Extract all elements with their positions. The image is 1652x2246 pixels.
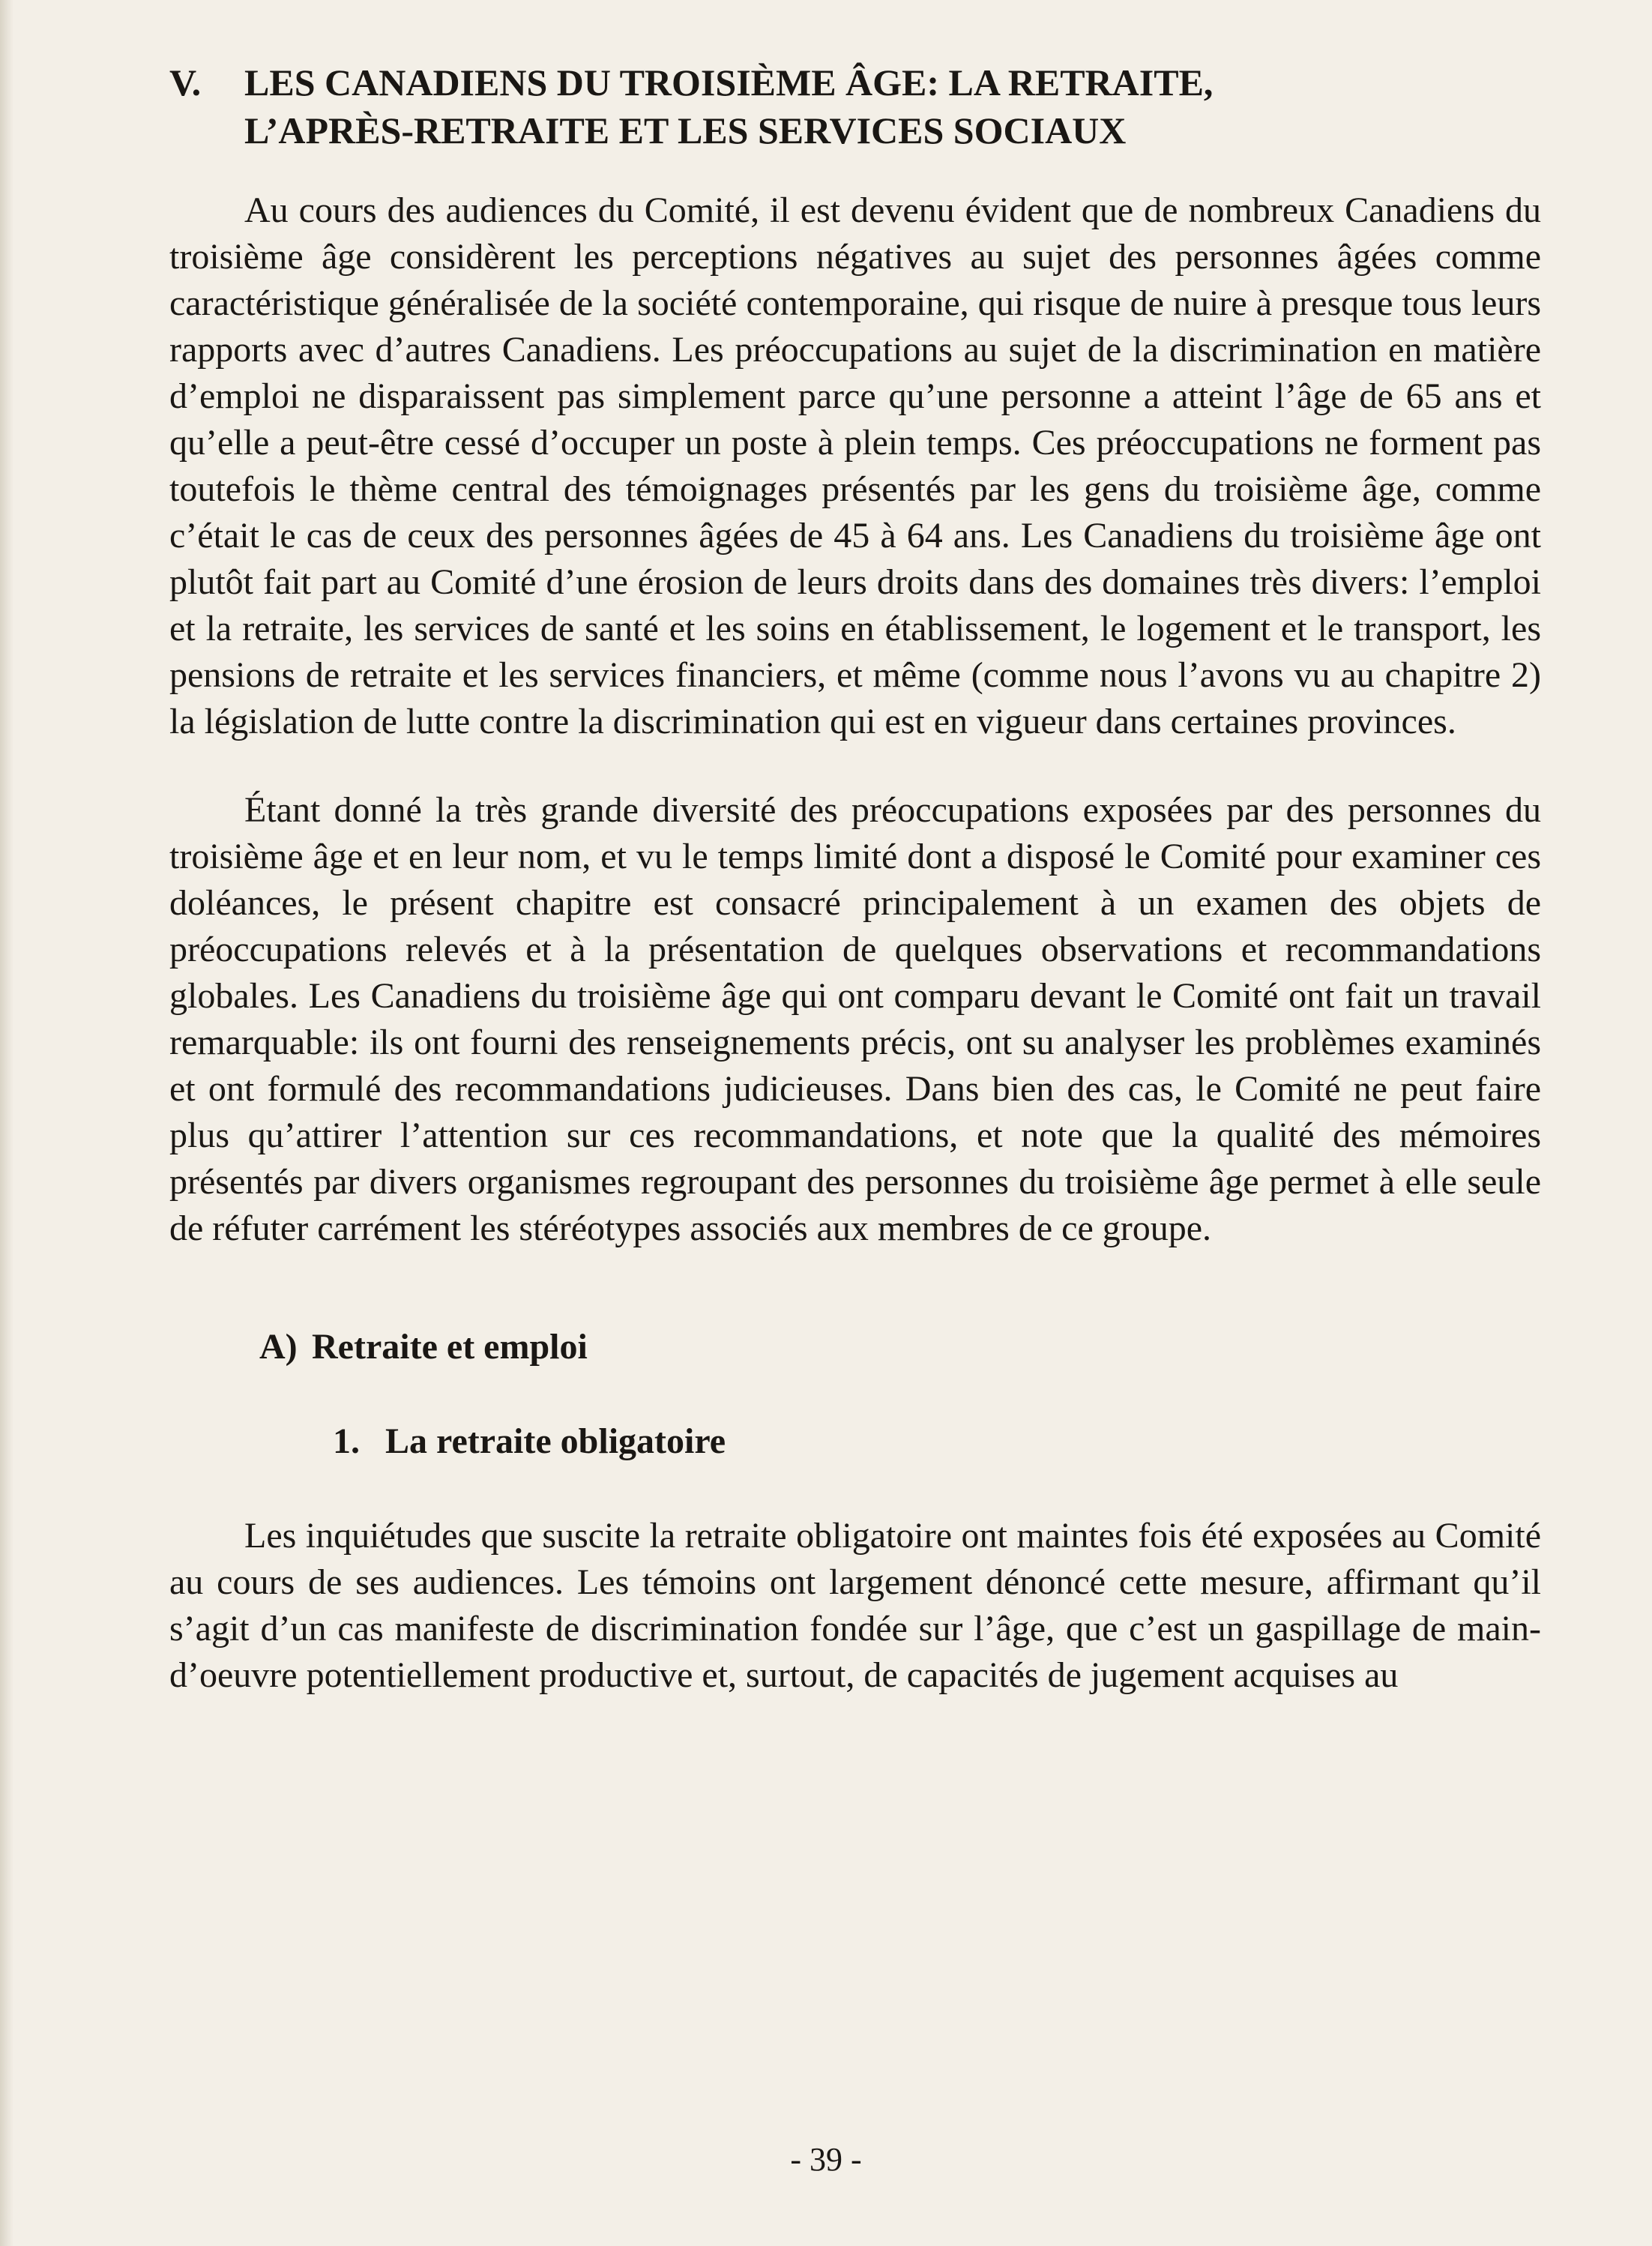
page-number: - 39 - xyxy=(790,2141,862,2178)
chapter-title-line-2: L’APRÈS-RETRAITE ET LES SERVICES SOCIAUX xyxy=(244,109,1127,151)
section-1-heading xyxy=(169,1418,1541,1465)
page-edge-shadow xyxy=(0,0,13,2246)
section-a-heading xyxy=(169,1324,1541,1370)
section-a-title: Retraite et emploi xyxy=(312,1327,588,1367)
section-1-title: La retraite obligatoire xyxy=(385,1421,726,1461)
paragraph-2: Étant donné la très grande diversité des préoccupations exposées par des personnes du troisième âge et en leur nom, et vu le temps limité dont a disposé le Comité pour examiner ces doléances, le présent chapitre est consacré principalement à un examen des objets de préoccupations relevés et à la présentation de quelques observations et recommandations globales. Les Canadiens du troisième âge qui ont comparu devant le Comité ont fait un travail remarquable: ils ont fourni des renseignements précis, ont su analyser les problèmes examinés et ont formulé des recommandations judicieuses. Dans bien des cas, le Comité ne peut faire plus qu’attirer l’attention sur ces recommandations, et note que la qualité des mémoires présentés par divers organismes regroupant des personnes du troisième âge permet à elle seule de réfuter carrément les stéréotypes associés aux membres de ce groupe. xyxy=(169,790,1541,1248)
chapter-title-line-1: LES CANADIENS DU TROISIÈME ÂGE: LA RETRAITE, xyxy=(244,61,1214,103)
chapter-number: V. xyxy=(169,61,202,103)
section-1-label: 1. xyxy=(333,1421,360,1461)
paragraph-3: Les inquiétudes que suscite la retraite obligatoire ont maintes fois été exposées au Comité au cours de ses audiences. Les témoins ont largement dénoncé cette mesure, affirmant qu’il s’agit d’un cas manifeste de discrimination fondée sur l’âge, que c’est un gaspillage de main-d’oeuvre potentiellement productive et, surtout, de capacités de jugement acquises au xyxy=(169,1516,1541,1695)
paragraph-1: Au cours des audiences du Comité, il est devenu évident que de nombreux Canadiens du troisième âge considèrent les perceptions négatives au sujet des personnes âgées comme caractéristique généralisée de la société contemporaine, qui risque de nuire à presque tous leurs rapports avec d’autres Canadiens. Les préoccupations au sujet de la discrimination en matière d’emploi ne disparaissent pas simplement parce qu’une personne a atteint l’âge de 65 ans et qu’elle a peut-être cessé d’occuper un poste à plein temps. Ces préoccupations ne forment pas toutefois le thème central des témoignages présentés par les gens du troisième âge, comme c’était le cas de ceux des personnes âgées de 45 à 64 ans. Les Canadiens du troisième âge ont plutôt fait part au Comité d’une érosion de leurs droits dans des domaines très divers: l’emploi et la retraite, les services de santé et les soins en établissement, le logement et le transport, les pensions de retraite et les services financiers, et même (comme nous l’avons vu au chapitre 2) la législation de lutte contre la discrimination qui est en vigueur dans certaines provinces. xyxy=(169,190,1541,741)
section-a-label: A) xyxy=(259,1327,298,1367)
chapter-heading xyxy=(169,58,1541,154)
document-body xyxy=(169,58,1541,1699)
